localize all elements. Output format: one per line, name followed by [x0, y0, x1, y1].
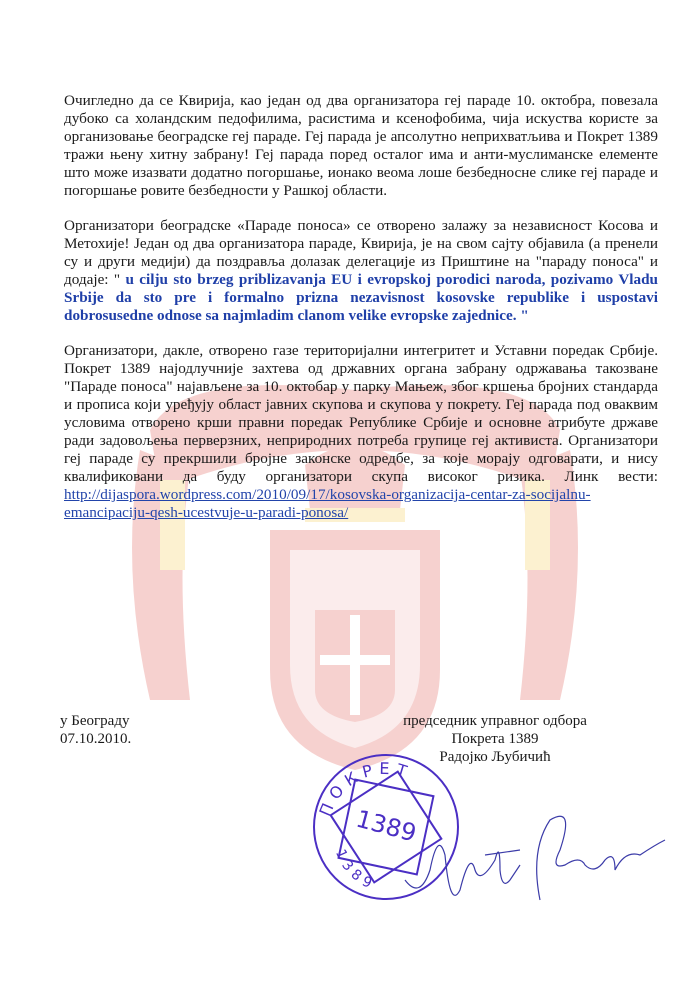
quoted-statement: u cilju sto brzeg priblizavanja EU i evropskoj porodici naroda, pozivamo Vladu Srbije da sto pre i formalno prizna nezavisnost kosovske republike i uspostavi dobrosusedne odnose sa najmladim clanom velike evropske zajednice. ": [64, 271, 658, 324]
signer-name: Радојко Љубичић: [439, 749, 551, 765]
date: 07.10.2010.: [60, 731, 132, 747]
paragraph-2: [64, 217, 658, 325]
news-link[interactable]: http://dijaspora.wordpress.com/2010/09/17/kosovska-organizacija-centar-za-socijalnu-emancipaciju-qesh-ucestvuje-u-paradi-ponosa/: [64, 486, 591, 521]
stamp-bottom-text: 1389: [331, 847, 379, 894]
place: у Београду: [60, 713, 130, 729]
letter-body: [64, 92, 658, 539]
handwritten-signature: [400, 810, 670, 920]
stamp-center-text: 1389: [353, 804, 420, 848]
signer-org: Покрета 1389: [451, 731, 539, 747]
paragraph-3-text: Организатори, дакле, отворено газе територијални интегритет и Уставни поредак Србије. Покрет 1389 најодлучније захтева од државних органа забрану одржавања такозване "Параде поноса" најављене за 10. октобар у парку Мањеж, због кршења бројних стандарда и прописа који уређују област јавних скупова и скупова у покрету. Геј парада под оваквим условима отворено крши правни поредак Републике Србије и основне атрибуте државе ради задовољења перверзних, неприродних потреба групице геј активиста. Организатори геј параде су прекршили бројне законске одредбе, за које морају одговарати, и нису квалификовани да буду организатори скупа високог ризика. Линк вести:: [64, 342, 658, 485]
signer-title: председник управног одбора: [403, 713, 587, 729]
place-and-date: [60, 712, 131, 748]
paragraph-2-text: Организатори београдске «Параде поноса» се отворено залажу за независност Косова и Метохије! Један од два организатора параде, Квирија, је на свом сајту објавила (а пренели су и други медији) да поздравља долазак делегације из Приштине на "параду поноса" и додаје: ": [64, 217, 658, 288]
paragraph-3: [64, 342, 658, 522]
paragraph-1: Очигледно да се Квирија, као један од два организатора геј параде 10. октобра, повезала дубоко са холандским педофилима, расистима и ксенофобима, чија искуства користе за организовање београдске геј параде. Геј парада је апсолутно неприхватљива и Покрет 1389 тражи њену хитну забрану! Геј парада поред осталог има и анти-муслиманске елементе што може изазвати додатно погоршање, ионако веома лоше безбедносне слике геј параде и погоршање ровите безбедности у Рашкој области.: [64, 92, 658, 199]
stamp-top-text: ПОКРЕТ: [315, 758, 415, 819]
